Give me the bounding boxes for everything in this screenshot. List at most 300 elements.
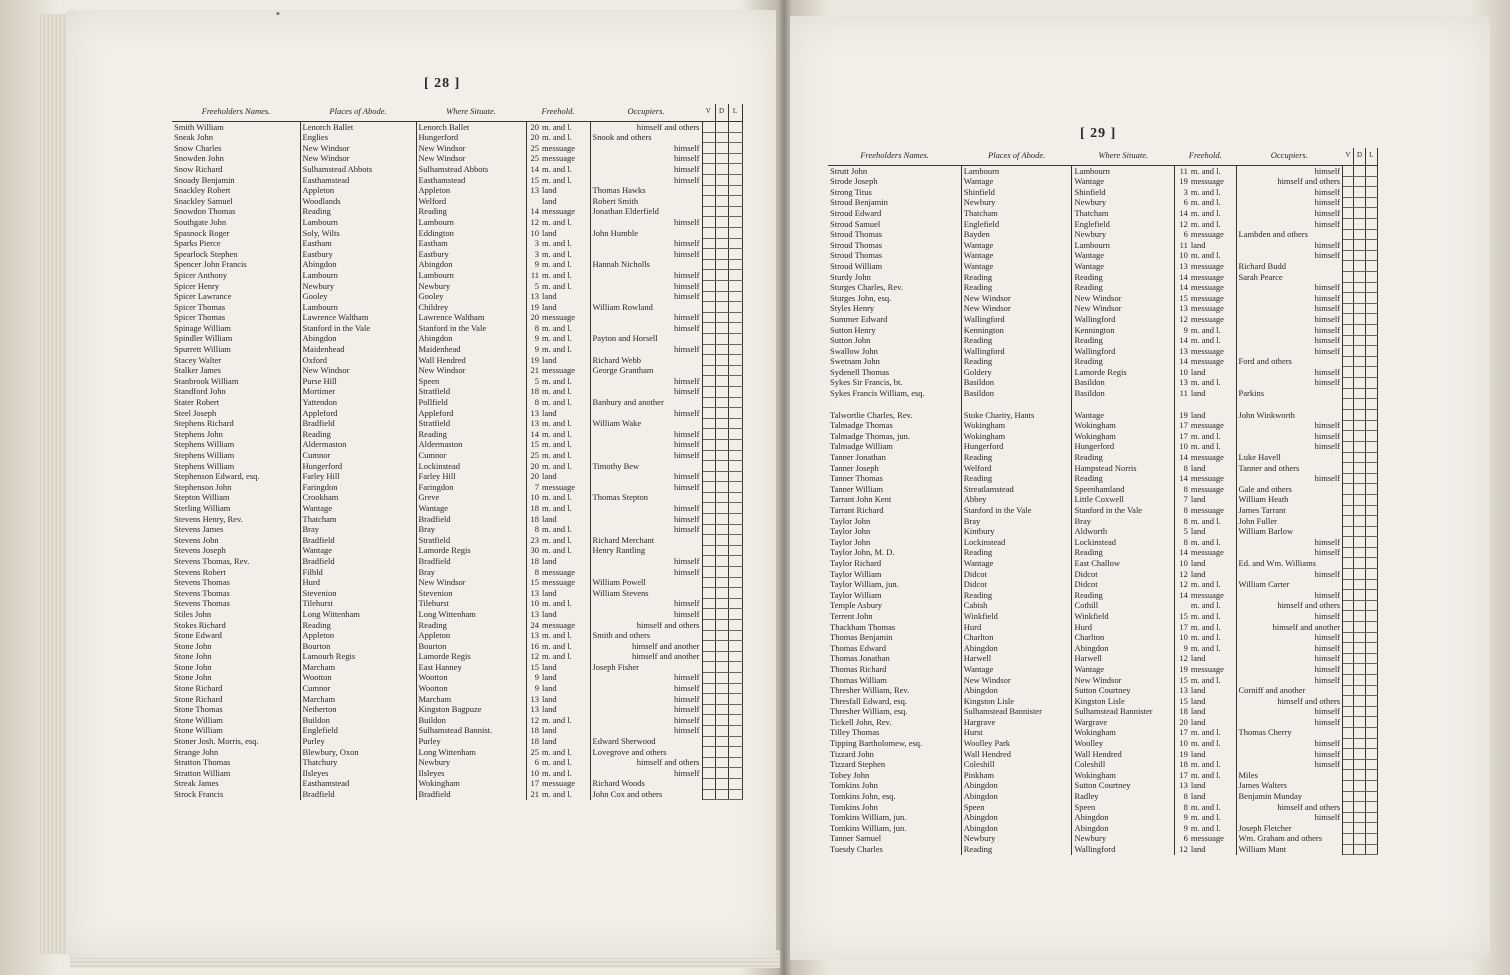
vote-tally-cell [1365,165,1377,176]
freeholder-name: Stephenson Edward, esq. [172,471,300,482]
where-situate: New Windsor [1072,293,1175,304]
table-row [172,620,742,631]
where-situate: Wall Hendred [1072,749,1175,760]
vote-tally-cell [715,249,728,260]
freeholder-name: Taylor William [828,590,961,601]
occupier: Banbury and another [590,397,702,408]
freehold-value: 10 [530,767,539,778]
table-row [828,293,1378,304]
freehold-value [1175,600,1189,611]
occupier: himself [1236,314,1343,325]
occupier: himself [590,164,702,175]
vote-tally-cell [715,598,728,609]
freehold-type: m. and l. [1189,812,1236,823]
freeholder-name: Stephens William [172,461,300,472]
vote-tally-cell [702,228,715,239]
vote-tally-cell [1365,272,1377,283]
freehold-type: messuage [540,577,590,588]
table-row [828,632,1378,643]
vote-tally-cell [728,768,742,779]
vote-tally-cell [728,185,742,196]
table-row [828,377,1378,388]
column-header: Occupiers. [590,104,702,121]
freeholder-name: Stroud Thomas [828,250,961,261]
vote-tally-cell [702,238,715,249]
occupier: Lambden and others [1236,229,1343,240]
vote-tally-cell [702,747,715,758]
vote-tally-cell [1343,484,1354,495]
vote-tally-cell [728,588,742,599]
where-situate: Wantage [1072,250,1175,261]
vote-tally-cell [728,418,742,429]
freehold-type: m. and l. [1189,579,1236,590]
freehold-value: 10 [1179,557,1188,568]
table-row [172,471,742,482]
place-of-abode: Kennington [961,325,1072,336]
occupier: William Carter [1236,579,1343,590]
where-situate: Aldermaston [416,439,526,450]
vote-tally-cell [1354,579,1365,590]
freehold-type: m. and l. [540,641,590,652]
where-situate [1072,399,1175,410]
vote-tally-cell [728,778,742,789]
vote-tally-cell [715,344,728,355]
vote-tally-cell [702,514,715,525]
vote-tally-cell [1365,696,1377,707]
freehold-type: land [540,514,590,525]
where-situate: Wantage [1072,261,1175,272]
vote-tally-cell [715,620,728,631]
place-of-abode: Kintbury [961,526,1072,537]
vote-tally-cell [1354,494,1365,505]
vote-tally-cell [1365,441,1377,452]
table-row [828,335,1378,346]
freehold-type: m. and l. [540,715,590,726]
vote-tally-cell [1354,356,1365,367]
table-row [172,567,742,578]
table-row [828,675,1378,686]
where-situate: Long Wittenham [416,747,526,758]
freeholder-name: Stone Richard [172,683,300,694]
vote-tally-cell [1343,272,1354,283]
table-row [828,738,1378,749]
freeholder-name: Sterling William [172,503,300,514]
vote-tally-cell [702,143,715,154]
place-of-abode: Winkfield [961,611,1072,622]
occupier: John Winkworth [1236,410,1343,421]
vote-tally-cell [702,768,715,779]
where-situate: Cothill [1072,600,1175,611]
table-row [828,356,1378,367]
vote-tally-cell [728,503,742,514]
freehold-type: m. and l. [540,630,590,641]
vote-tally-cell [702,344,715,355]
occupier: himself [1236,293,1343,304]
freehold-type: m. and l. [1189,250,1236,261]
where-situate: Cumnor [416,450,526,461]
place-of-abode: Abingdon [961,780,1072,791]
occupier: himself [1236,749,1343,760]
where-situate: Appleton [416,185,526,196]
where-situate: East Hanney [416,662,526,673]
freehold-type: land [540,683,590,694]
where-situate: Wantage [1072,410,1175,421]
occupier: Richard Webb [590,355,702,366]
where-situate: Reading [416,429,526,440]
freeholder-name: Tarrant Richard [828,505,961,516]
table-row [172,757,742,768]
vote-tally-cell [715,609,728,620]
place-of-abode: Blewbury, Oxon [300,747,416,758]
vote-tally-cell [728,217,742,228]
freehold-type: m. and l. [540,132,590,143]
table-row [172,312,742,323]
occupier: John Fuller [1236,516,1343,527]
place-of-abode: Hurd [300,577,416,588]
occupier: himself [1236,706,1343,717]
where-situate: Newbury [1072,833,1175,844]
vote-tally-cell [1343,250,1354,261]
occupier: Parkins [1236,388,1343,399]
column-header: L [1365,148,1377,165]
vote-tally-cell [1354,473,1365,484]
freeholder-name: Strong Titus [828,187,961,198]
place-of-abode: Bourton [300,641,416,652]
freeholder-name: Stone John [172,651,300,662]
vote-tally-cell [715,238,728,249]
freehold-value: 20 [1179,716,1188,727]
freeholder-name: Stevens Joseph [172,545,300,556]
freehold-value: 17 [1179,430,1188,441]
occupier: himself [590,238,702,249]
freehold-value: 14 [530,163,539,174]
freehold-type: m. and l. [1189,611,1236,622]
place-of-abode: Mortimer [300,386,416,397]
freehold-type: messuage [540,312,590,323]
column-header: V [1343,148,1354,165]
where-situate: Buildon [416,715,526,726]
vote-tally-cell [728,598,742,609]
freehold-value: 6 [534,757,539,768]
place-of-abode: Wootton [300,672,416,683]
freehold-value: 19 [1179,663,1188,674]
freehold-type: m. and l. [1189,727,1236,738]
vote-tally-cell [728,641,742,652]
vote-tally-cell [715,408,728,419]
vote-tally-cell [728,725,742,736]
freehold-type: land [1189,569,1236,580]
freehold-value: 14 [1179,356,1188,367]
place-of-abode: Reading [300,206,416,217]
where-situate: Lockinstead [416,461,526,472]
vote-tally-cell [1365,367,1377,378]
vote-tally-cell [702,121,715,132]
occupier: himself [1236,441,1343,452]
left-page [66,10,776,958]
occupier: Luke Havell [1236,452,1343,463]
where-situate: New Windsor [416,365,526,376]
freehold-value: 25 [530,142,539,153]
where-situate: East Challow [1072,558,1175,569]
freehold-type: m. and l. [540,789,590,800]
place-of-abode: New Windsor [300,365,416,376]
freehold-type: messuage [1189,176,1236,187]
freehold-type: messuage [1189,833,1236,844]
table-row [828,622,1378,633]
where-situate: Appleford [416,408,526,419]
vote-tally-cell [1343,240,1354,251]
table-row [172,694,742,705]
vote-tally-cell [728,620,742,631]
place-of-abode: Abingdon [961,791,1072,802]
vote-tally-cell [702,725,715,736]
table-row [828,590,1378,601]
freeholder-name [828,399,961,410]
vote-tally-cell [1354,176,1365,187]
vote-tally-cell [702,365,715,376]
vote-tally-cell [715,545,728,556]
vote-tally-cell [1354,420,1365,431]
table-row [828,187,1378,198]
freehold-value: 9 [1183,822,1188,833]
occupier: William Heath [1236,494,1343,505]
where-situate: Sulhamstead Abbots [416,164,526,175]
freehold-type: m. and l. [1189,823,1236,834]
vote-tally-cell [728,662,742,673]
place-of-abode: Sulhamstead Bannister [961,706,1072,717]
freeholder-name: Thomas Edward [828,643,961,654]
freeholder-name: Smith William [172,121,300,132]
place-of-abode: Woodlands [300,196,416,207]
vote-tally-cell [728,397,742,408]
occupier: himself [590,217,702,228]
freehold-value: 5 [1183,526,1188,537]
vote-tally-cell [702,450,715,461]
freeholder-name: Tanner Thomas [828,473,961,484]
vote-tally-cell [702,567,715,578]
where-situate: Newbury [1072,229,1175,240]
table-row [172,545,742,556]
vote-tally-cell [1354,791,1365,802]
freeholder-name: Talmadge Thomas [828,420,961,431]
freehold-value: 19 [1179,176,1188,187]
vote-tally-cell [728,429,742,440]
occupier: himself [590,312,702,323]
freehold-type: land [1189,844,1236,855]
where-situate: New Windsor [1072,303,1175,314]
vote-tally-cell [715,514,728,525]
freehold-value: 21 [530,789,539,799]
vote-tally-cell [715,291,728,302]
vote-tally-cell [715,132,728,143]
place-of-abode: Reading [961,335,1072,346]
vote-tally-cell [1343,410,1354,421]
vote-tally-cell [1365,314,1377,325]
occupier: Payton and Horsell [590,333,702,344]
freeholder-name: Thresfall Edward, esq. [828,696,961,707]
vote-tally-cell [1354,685,1365,696]
vote-tally-cell [1354,759,1365,770]
freehold-type: m. and l. [1189,197,1236,208]
occupier: himself [1236,197,1343,208]
vote-tally-cell [1365,484,1377,495]
vote-tally-cell [702,153,715,164]
place-of-abode: Tilehurst [300,598,416,609]
place-of-abode: Wantage [961,664,1072,675]
vote-tally-cell [1365,675,1377,686]
occupier: George Grantham [590,365,702,376]
occupier: Ed. and Wm. Williams [1236,558,1343,569]
vote-tally-cell [702,312,715,323]
freehold-type: messuage [1189,664,1236,675]
freehold-value: 18 [530,502,539,513]
table-row [828,441,1378,452]
freeholder-name: Snackley Robert [172,185,300,196]
place-of-abode: Wallingford [961,314,1072,325]
where-situate: Wantage [1072,176,1175,187]
vote-tally-cell [1343,377,1354,388]
table-row [172,704,742,715]
vote-tally-cell [1343,632,1354,643]
table-row [828,165,1378,176]
freehold-type: m. and l. [1189,165,1236,176]
place-of-abode: Reading [961,356,1072,367]
freehold-type: m. and l. [1189,738,1236,749]
column-header: Where Situate. [416,104,526,121]
freehold-type: messuage [540,567,590,578]
vote-tally-cell [1354,261,1365,272]
vote-tally-cell [728,609,742,620]
vote-tally-cell [1354,377,1365,388]
freeholder-name: Tizzard John [828,749,961,760]
table-row [828,410,1378,421]
vote-tally-cell [715,228,728,239]
freehold-type: m. and l. [540,281,590,292]
where-situate: New Windsor [1072,675,1175,686]
table-row [172,386,742,397]
place-of-abode: Soly, Wilts [300,228,416,239]
freehold-type: m. and l. [1189,643,1236,654]
vote-tally-cell [1343,187,1354,198]
freehold-type: m. and l. [1189,325,1236,336]
place-of-abode: Buildon [300,715,416,726]
where-situate: Sutton Courtney [1072,780,1175,791]
freehold-type: m. and l. [1189,632,1236,643]
vote-tally-cell [702,323,715,334]
freehold-value: 17 [1179,621,1188,632]
vote-tally-cell [1365,356,1377,367]
freehold-value: 10 [1179,738,1188,749]
freeholder-name: Talwortlie Charles, Rev. [828,410,961,421]
column-header: Occupiers. [1236,148,1343,165]
place-of-abode: Reading [961,590,1072,601]
vote-tally-cell [1365,823,1377,834]
occupier: himself [1236,377,1343,388]
vote-tally-cell [1354,165,1365,176]
table-row [828,505,1378,516]
freehold-value: 14 [1179,473,1188,484]
vote-tally-cell [715,482,728,493]
occupier: Smith and others [590,630,702,641]
table-row [172,281,742,292]
right-page-number: [ 29 ] [1080,126,1117,141]
occupier: himself [1236,431,1343,442]
freeholder-name: Stoner Josh. Morris, esq. [172,736,300,747]
place-of-abode: Lawrence Waltham [300,312,416,323]
occupier: Wm. Graham and others [1236,833,1343,844]
freeholder-name: Sykes Sir Francis, bt. [828,377,961,388]
freehold-type: m. and l. [540,175,590,186]
freehold-type: messuage [1189,505,1236,516]
vote-tally-cell [1343,706,1354,717]
where-situate: Childrey [416,302,526,313]
where-situate: Stanford in the Vale [1072,505,1175,516]
freehold-value: 11 [1179,239,1188,250]
vote-tally-cell [1343,537,1354,548]
vote-tally-cell [1354,293,1365,304]
freehold-value: 18 [530,725,539,736]
place-of-abode: Hungerford [300,461,416,472]
vote-tally-cell [1343,526,1354,537]
occupier: Richard Merchant [590,535,702,546]
where-situate: Eastbury [416,249,526,260]
freehold-value: 12 [1179,653,1188,664]
where-situate: Woolley [1072,738,1175,749]
where-situate: Wokingham [1072,770,1175,781]
table-row [172,482,742,493]
vote-tally-cell [702,598,715,609]
where-situate: Basildon [1072,377,1175,388]
table-row [828,579,1378,590]
place-of-abode: Faringdon [300,482,416,493]
freehold-type: land [540,291,590,302]
freehold-value: 18 [1179,759,1188,770]
vote-tally-cell [728,312,742,323]
place-of-abode: Lambourn [300,302,416,313]
table-row [172,270,742,281]
freehold-value: 3 [1183,186,1188,197]
freehold-value: 8 [1183,536,1188,547]
vote-tally-cell [1343,622,1354,633]
occupier: himself and others [1236,600,1343,611]
vote-tally-cell [728,270,742,281]
vote-tally-cell [715,270,728,281]
vote-tally-cell [728,365,742,376]
vote-tally-cell [1354,208,1365,219]
freeholder-name: Tanner William [828,484,961,495]
where-situate: Charlton [1072,632,1175,643]
freeholder-name: Taylor John [828,516,961,527]
freehold-value: 18 [530,386,539,397]
vote-tally-cell [728,514,742,525]
freehold-type: messuage [1189,356,1236,367]
freeholder-name: Stevens Henry, Rev. [172,514,300,525]
freehold-type: land [540,725,590,736]
place-of-abode: Crookham [300,492,416,503]
occupier: himself [1236,717,1343,728]
occupier: himself [1236,208,1343,219]
freehold-type: land [540,609,590,620]
vote-tally-cell [1354,823,1365,834]
vote-tally-cell [715,206,728,217]
where-situate: Bray [416,524,526,535]
vote-tally-cell [1365,749,1377,760]
where-situate: Lambourn [1072,165,1175,176]
place-of-abode: Basildon [961,377,1072,388]
vote-tally-cell [728,704,742,715]
where-situate: Newbury [416,757,526,768]
where-situate: Appleton [416,630,526,641]
